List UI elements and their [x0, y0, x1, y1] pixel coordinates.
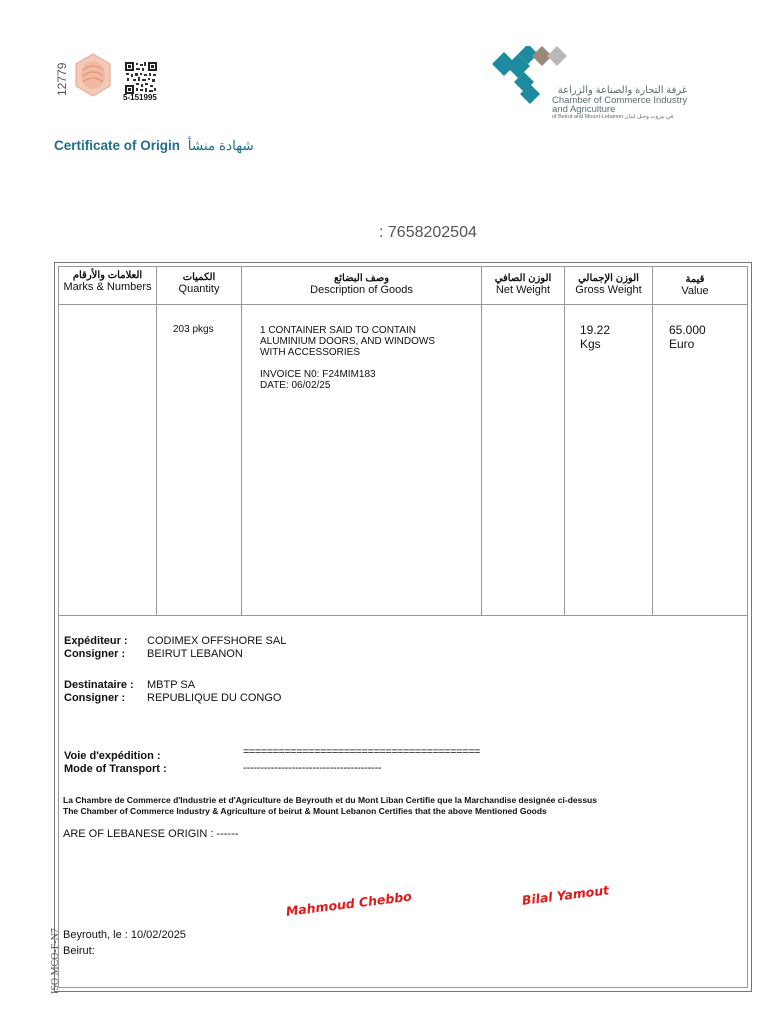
column-divider	[241, 266, 242, 615]
header-ar: قيمة	[685, 274, 705, 285]
header-ar: الوزن الإجمالي	[578, 273, 639, 284]
header-ar: وصف البضائع	[333, 273, 390, 284]
mode-of-transport-value: ----------------------------------------	[243, 762, 382, 774]
voie-expedition-value: ========================================	[243, 746, 480, 758]
chamber-name-ar: غرفة التجارة والصناعة والزراعة	[557, 85, 688, 96]
header-ar: العلامات والأرقام	[72, 270, 143, 281]
svg-text:ISO MCO-F-N7: ISO MCO-F-N7	[50, 928, 61, 994]
header-ar: الكميات	[182, 272, 216, 283]
header-en: Description of Goods	[310, 284, 413, 296]
description-line: 1 CONTAINER SAID TO CONTAIN	[260, 325, 416, 336]
invoice-number: INVOICE N0: F24MIM183	[260, 369, 376, 380]
gross-weight-number: 19.22	[580, 323, 611, 337]
header-gross-weight	[565, 273, 652, 296]
svg-text:12779: 12779	[55, 62, 69, 96]
chamber-name	[552, 86, 687, 121]
beirut-label: Beirut:	[63, 945, 95, 957]
description-value	[260, 325, 435, 391]
value-number: 65.000	[669, 323, 706, 337]
consigner-label: Consigner :	[64, 648, 126, 660]
serial-number	[46, 54, 76, 98]
header-en: Value	[681, 285, 709, 297]
table-bottom-divider	[58, 615, 748, 616]
chamber-name-en-line1: Chamber of Commerce Industry	[552, 95, 688, 106]
column-divider	[481, 266, 482, 615]
iso-form-code	[46, 900, 62, 996]
destinataire-label: Destinataire :	[64, 679, 134, 691]
header-value	[653, 274, 737, 297]
table-header-divider	[58, 304, 748, 305]
chamber-name-en-line2: and Agriculture	[552, 104, 616, 115]
place-date: Beyrouth, le : 10/02/2025	[63, 929, 186, 941]
value-amount	[669, 323, 706, 351]
certificate-number: : 7658202504	[379, 224, 477, 241]
expediteur-label: Expéditeur :	[64, 635, 128, 647]
column-divider	[564, 266, 565, 615]
origin-statement: ARE OF LEBANESE ORIGIN : ------	[63, 828, 239, 840]
description-line: ALUMINIUM DOORS, AND WINDOWS	[260, 336, 436, 347]
qr-code-icon	[125, 62, 157, 94]
header-ar: الوزن الصافي	[494, 273, 552, 284]
certification-en: The Chamber of Commerce Industry & Agriculture of beirut & Mount Lebanon Certifies that the above Mentioned Goods	[63, 806, 547, 816]
chamber-region-ar: في بيروت وجبل لبنان	[624, 114, 674, 120]
header-en: Net Weight	[495, 284, 551, 296]
chamber-region	[552, 114, 687, 121]
chamber-region-en: of Beirut and Mount-Lebanon	[552, 114, 624, 120]
header-marks-numbers	[59, 270, 156, 293]
column-divider	[652, 266, 653, 615]
certification-fr: La Chambre de Commerce d'Industrie et d'Agriculture de Beyrouth et du Mont Liban Certifie que la Marchandise designée ci-dessus	[63, 795, 597, 805]
header-en: Quantity	[178, 283, 220, 295]
gross-weight-unit: Kgs	[580, 337, 601, 351]
header-description	[242, 273, 481, 296]
consigner-label: Consigner :	[64, 692, 126, 704]
consigner-value: REPUBLIQUE DU CONGO	[147, 692, 282, 704]
title-ar: شهادة منشأ	[187, 138, 254, 153]
column-divider	[156, 266, 157, 615]
header-en: Marks & Numbers	[63, 281, 152, 293]
consigner-value: BEIRUT LEBANON	[147, 648, 243, 660]
mode-of-transport-label: Mode of Transport :	[64, 763, 167, 775]
quantity-value: 203 pkgs	[173, 324, 214, 335]
header-quantity	[157, 272, 241, 295]
gross-weight-value	[580, 323, 610, 351]
expediteur-value: CODIMEX OFFSHORE SAL	[147, 635, 287, 647]
header-net-weight	[482, 273, 564, 296]
voie-expedition-label: Voie d'expédition :	[64, 750, 161, 762]
value-currency: Euro	[669, 337, 695, 351]
invoice-date: DATE: 06/02/25	[260, 380, 331, 391]
signature-mahmoud-chebbo: Mahmoud Chebbo	[285, 888, 413, 919]
title-en: Certificate of Origin	[54, 138, 181, 153]
header-en: Gross Weight	[575, 284, 642, 296]
seal-emblem-icon	[73, 52, 113, 98]
destinataire-value: MBTP SA	[147, 679, 196, 691]
signature-bilal-yamout: Bilal Yamout	[521, 882, 610, 908]
page-title	[54, 138, 254, 154]
qr-code-label: 5-151995	[123, 93, 157, 102]
description-line: WITH ACCESSORIES	[260, 347, 361, 358]
